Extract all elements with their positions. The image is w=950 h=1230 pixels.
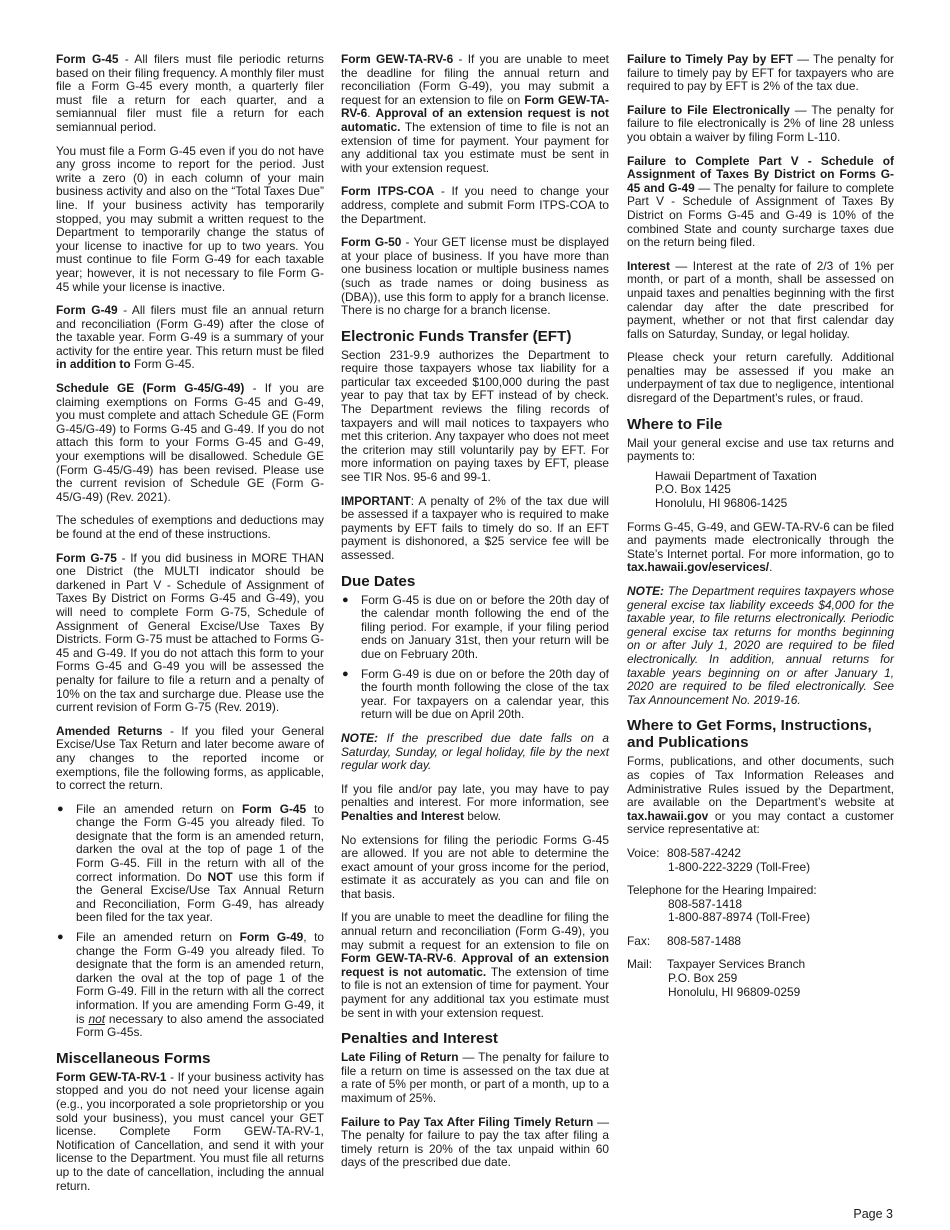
penalties-heading: Penalties and Interest (341, 1030, 498, 1048)
late-pay-paragraph: If you file and/or pay late, you may have to pay penalties and interest. For more information, see Penalties and Interest below. (341, 781, 609, 823)
eft-heading: Electronic Funds Transfer (EFT) (341, 327, 572, 345)
form-g75-paragraph: Form G-75 - If you did business in MORE THAN one District (the MULTI indicator should be darkened in Part V - Schedule of Assignment of Taxes By District on Forms G-45 and G-49), you will need to complete Form G-75, Schedule of Assignment of General Excise/Use Taxes By Districts. Form G-75 must be attached to Forms G-45 and G-49. If you do not attach this form to your Forms G-45 and G-49 you will be assessed the penalty for failure to file a return and a penalty of 10% on the tax and surcharge due. Please use the current revision of Form G-75 (Rev. 2019). (56, 550, 325, 715)
eservices-link[interactable]: tax.hawaii.gov/eservices/ (627, 560, 770, 575)
form-g50-paragraph: Form G-50 - Your GET license must be displayed at your place of business. If you have more than one business location or multiple business names (such as trade names or doing business as (DBA)), use this form to apply for a branch license. There is no charge for a branch license. (341, 235, 609, 318)
form-rv6-paragraph: Form GEW-TA-RV-6 - If you are unable to meet the deadline for filing the annual return and reconciliation (Form G-49), you may submit a request for an extension to file on Form GEW-TA-RV-6. Approval of an extension request is not automatic. The extension of time to file is not an extension of time for payment. Your payment for any additional tax you estimate must be sent in with your extension request. (341, 52, 610, 175)
portal-paragraph: Forms G-45, G-49, and GEW-TA-RV-6 can be filed and payments made electronically through the State’s Internet portal. For more information, go to tax.hawaii.gov/eservices/. (627, 519, 894, 575)
eft-penalty-paragraph: Failure to Timely Pay by EFT — The penalty for failure to timely pay by EFT for taxpayers who are required to pay by EFT is 2% of the tax due. (627, 52, 894, 94)
due-item-g45: ● Form G-45 is due on or before the 20th day of the calendar month following the end of the filing period. For example, if your filing period ends on January 31st, then your return will be due on February 20th. (341, 594, 609, 662)
no-extension-paragraph: No extensions for filing the periodic Forms G-45 are allowed. If you are not able to determine the exact amount of your gross income for the period, estimate it as accurately as you can and file on that basis. (341, 832, 609, 901)
schedule-ge-paragraph: Schedule GE (Form G-45/G-49) - If you are claiming exemptions on Forms G-45 and G-49, you must complete and attach Schedule GE (Form G-45/G-49) to Forms G-45 and G-49. If you do not attach this form to your Forms G-45 and G-49, your exemptions will be disallowed. Schedule GE (Form G-45/G-49) has been revised. Please use the current revision of Schedule GE (Form G-45/G-49) (Rev. 2021). (56, 381, 325, 504)
unable-paragraph: If you are unable to meet the deadline for filing the annual return and reconciliation (Form G-49), you may submit a request for an extension to file on Form GEW-TA-RV-6. Approval of an extension request is not automatic. The extension of time to file is not an extension of time for payment. Your payment for any additional tax you estimate must be sent in with your extension request. (341, 910, 609, 1020)
due-dates-heading: Due Dates (341, 572, 416, 590)
misc-forms-heading: Miscellaneous Forms (56, 1049, 211, 1067)
electronic-note: NOTE: The Department requires taxpayers whose general excise tax liability exceeds $4,000 for the taxable year, to file returns electronically. Periodic general excise tax returns for months beginning on or after July 1, 2020 are required to be filed electronically. In addition, annual returns for taxable years beginning on or after January 1, 2020 are required to be filed electronically. See Tax Announcement No. 2019-16. (627, 584, 894, 707)
due-dates-list (341, 594, 609, 722)
late-filing-paragraph: Late Filing of Return — The penalty for failure to file a return on time is assessed on the tax due at a rate of 5% per month, or part of a month, up to a maximum of 25%. (341, 1050, 609, 1105)
column-3 (627, 53, 894, 1009)
form-itps-paragraph: Form ITPS-COA - If you need to change your address, complete and submit Form ITPS-COA to the Department. (341, 184, 610, 226)
form-g49-paragraph: Form G-49 - All filers must file an annual return and reconciliation (Form G-49) after the close of the taxable year. Form G-49 is a summary of your activity for the entire year. This return must be filed in addition to Form G-45. (56, 303, 325, 372)
website-link[interactable]: tax.hawaii.gov (627, 808, 709, 823)
where-to-file-heading: Where to File (627, 415, 723, 433)
where-to-get-forms-heading: Where to Get Forms, Instructions, and Publications (627, 717, 872, 752)
elec-penalty-paragraph: Failure to File Electronically — The penalty for failure to file electronically is 2% of line 28 unless you obtain a waiver by filing Form L-110. (627, 102, 894, 144)
get-forms-paragraph: Forms, publications, and other documents, such as copies of Tax Information Releases and Administrative Rules issued by the Department, are available on the Department’s website at tax.hawaii.gov or you may contact a customer service representative at: (627, 754, 894, 837)
form-rv1-paragraph: Form GEW-TA-RV-1 - If your business activity has stopped and you do not need your license again (e.g., you incorporated a sole proprietorship or you sold your business), you must cancel your GET license. Complete Form GEW-TA-RV-1, Notification of Cancellation, and send it with your license to the Department. You must file all returns up to the date of cancellation, including the annual return. (56, 1069, 324, 1193)
check-paragraph: Please check your return carefully. Additional penalties may be assessed if you make an underpayment of tax due to negligence, intentional disregard of the Department’s rules, or fraud. (627, 350, 894, 406)
filing-address: Hawaii Department of Taxation P.O. Box 1425 Honolulu, HI 96806-1425 (655, 468, 817, 511)
mail-intro: Mail your general excise and use tax returns and payments to: (627, 435, 894, 464)
amended-returns-paragraph: Amended Returns - If you filed your General Excise/Use Tax Return and later become aware of any changes to the reported income or exemptions, file the following forms, as applicable, to correct the return. (56, 723, 325, 793)
voice-contact: Voice: 808-587-4242 1-800-222-3229 (Toll-Free) (627, 845, 811, 874)
fax-contact: Fax: 808-587-1488 (627, 933, 742, 948)
important-paragraph: IMPORTANT: A penalty of 2% of the tax due will be assessed if a taxpayer who is required to make payments by EFT fails to timely do so. If an EFT payment is dishonored, a $25 service fee will be assessed. (341, 493, 609, 562)
g45-zero-paragraph: You must file a Form G-45 even if you do not have any gross income to report for the period. Just write a zero (0) in each column of your main business activity and also on the “Total Taxes Due” line. If your business activity has temporarily stopped, you may submit a written request to the Department to temporarily change the status of your license to inactive for up to two years. You must continue to file Form G-49 for each taxable year; however, it is not necessary to file Form G-45 while your license is inactive. (56, 143, 324, 294)
column-1 (56, 53, 324, 1203)
due-item-g49: ● Form G-49 is due on or before the 20th day of the fourth month following the close of the tax year. For taxpayers on a calendar year, this return will be due on April 20th. (341, 668, 609, 722)
amended-list (56, 803, 324, 1040)
fail-pay-paragraph: Failure to Pay Tax After Filing Timely Return — The penalty for failure to pay the tax after filing a timely return is 20% of the tax unpaid within 60 days of the prescribed due date. (341, 1114, 609, 1170)
amended-item-g49: ● File an amended return on Form G-49, to change the Form G-49 you already filed. To designate that the form is an amended return, darken the oval at the top of page 1 of the Form G-49. Fill in the return with all the correct information. If you are amending Form G-49, it is not necessary to also amend the associated Form G-45s. (56, 931, 324, 1040)
eft-paragraph: Section 231-9.9 authorizes the Department to require those taxpayers whose tax liability for a particular tax exceeded $100,000 during the past year to pay that tax by EFT instead of by check. The Department reviews the filing records of taxpayers and will mail notices to taxpayers who met this criterion. Any taxpayer who does not meet the criterion may still voluntarily pay by EFT. For more information on paying taxes by EFT, please see TIR Nos. 95-6 and 99-1. (341, 347, 609, 485)
amended-item-g45: ● File an amended return on Form G-45 to change the Form G-45 you already filed. To designate that the form is an amended return, darken the oval at the top of page 1 of the Form G-45. Fill in the return with all of the correct information. Do NOT use this form if the General Excise/Use Tax Annual Return and Reconciliation, Form G-49, has already been filed for the tax year. (56, 803, 324, 925)
column-2 (341, 53, 609, 1180)
form-g45-paragraph: Form G-45 - All filers must file periodic returns based on their filing frequency. A monthly filer must file a Form G-45 every month, a quarterly filer must file a return for each quarter, and a semiannual filer must file a return for each semiannual period. (56, 52, 324, 134)
schedules-note: The schedules of exemptions and deductions may be found at the end of these instructions. (56, 513, 324, 541)
due-note: NOTE: If the prescribed due date falls on a Saturday, Sunday, or legal holiday, file by the next regular work day. (341, 730, 609, 773)
part-v-penalty-paragraph: Failure to Complete Part V - Schedule of Assignment of Taxes By District on Forms G-45 and G-49 — The penalty for failure to complete Part V - Schedule of Assignment of Taxes By District on Forms G-45 and G-49 is 10% of the combined State and county surcharge taxes due on the return being filed. (627, 153, 894, 250)
hearing-impaired-contact: Telephone for the Hearing Impaired: 808-587-1418 1-800-887-8974 (Toll-Free) (627, 883, 817, 925)
mail-contact: Mail: Taxpayer Services Branch P.O. Box 259 Honolulu, HI 96809-0259 (627, 957, 806, 999)
interest-paragraph: Interest — Interest at the rate of 2/3 of 1% per month, or part of a month, shall be assessed on unpaid taxes and penalties beginning with the first calendar day after the date prescribed for payment, whether or not that first calendar day falls on Saturday, Sunday, or legal holiday. (627, 258, 894, 341)
page-number: Page 3 (853, 1207, 893, 1221)
